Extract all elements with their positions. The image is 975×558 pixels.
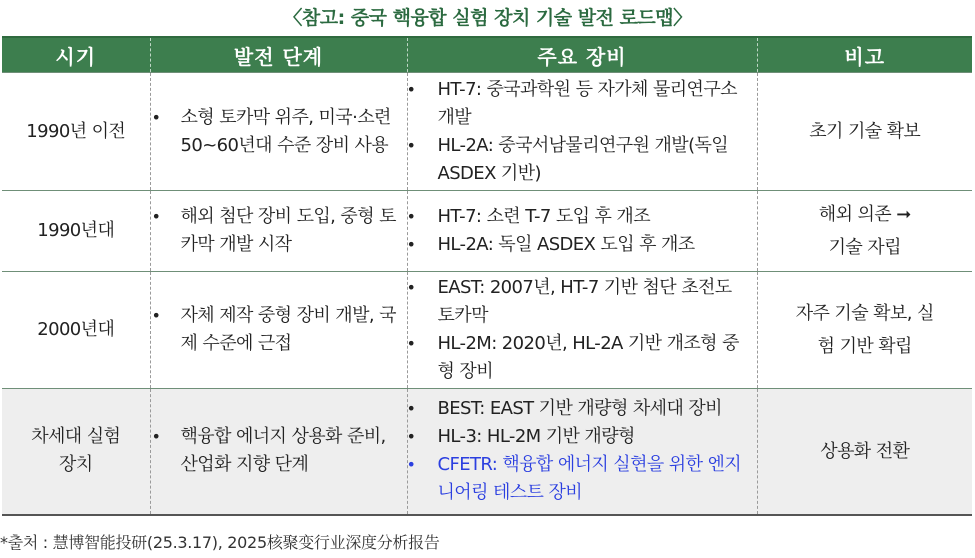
equipment-text: CFETR: 핵융합 에너지 실현을 위한 엔지니어링 테스트 장비	[437, 454, 742, 504]
equipment-text: HT-7: 중국과학원 등 자가체 물리연구소 개발	[437, 78, 737, 128]
bullet-icon: •	[151, 427, 161, 447]
column-header-note: 비고	[757, 37, 972, 73]
bullet-icon: •	[406, 235, 416, 254]
list-item	[408, 395, 757, 423]
list-item	[151, 302, 407, 358]
roadmap-table	[2, 36, 972, 516]
list-item	[151, 423, 407, 479]
bullet-icon: •	[151, 207, 161, 226]
bullet-icon: •	[151, 107, 161, 127]
bullet-icon: •	[406, 135, 416, 155]
stage-text: 소형 토카막 위주, 미국·소련 50~60년대 수준 장비 사용	[180, 106, 391, 156]
list-item	[151, 104, 407, 160]
era-text: 차세대 실험장치	[31, 426, 121, 476]
era-cell: 1990년대	[2, 191, 150, 272]
bullet-icon: •	[406, 427, 416, 447]
table-row	[2, 389, 972, 515]
equipment-text: HT-7: 소련 T-7 도입 후 개조	[437, 206, 651, 227]
list-item	[408, 423, 757, 451]
page-title: 〈참고: 중국 핵융합 실험 장치 기술 발전 로드맵〉	[283, 7, 692, 29]
note-cell: 상용화 전환	[757, 389, 972, 515]
bullet-icon: •	[406, 334, 416, 353]
note-text: 해외 의존 ➞ 기술 자립	[818, 204, 911, 258]
column-header-stage: 발전 단계	[150, 37, 407, 73]
stage-cell	[150, 389, 407, 515]
list-item	[408, 274, 757, 330]
table-header-row	[2, 37, 972, 73]
era-cell	[2, 389, 150, 515]
era-cell: 1990년 이전	[2, 73, 150, 191]
note-text: 자주 기술 확보, 실험 기반 확립	[795, 303, 934, 357]
equipment-text: HL-2M: 2020년, HL-2A 기반 개조형 중형 장비	[437, 333, 739, 382]
bullet-icon: •	[406, 207, 416, 226]
table-row	[2, 191, 972, 272]
list-item	[408, 132, 757, 188]
bullet-icon: •	[406, 79, 416, 99]
bullet-icon: •	[406, 278, 416, 297]
list-item	[408, 203, 757, 231]
stage-cell	[150, 73, 407, 191]
list-item	[151, 203, 407, 259]
column-header-equipment: 주요 장비	[407, 37, 757, 73]
list-item	[408, 231, 757, 259]
equipment-text: EAST: 2007년, HT-7 기반 첨단 초전도 토카막	[437, 277, 732, 326]
list-item	[408, 76, 757, 132]
equipment-cell	[407, 389, 757, 515]
stage-text: 핵융합 에너지 상용화 준비, 산업화 지향 단계	[180, 426, 386, 476]
column-header-period: 시기	[2, 37, 150, 73]
bullet-icon: •	[406, 399, 416, 419]
note-cell: 초기 기술 확보	[757, 73, 972, 191]
source-note: *출처 : 慧博智能投研(25.3.17), 2025核聚变行业深度分析报告	[0, 533, 440, 552]
bullet-icon: •	[406, 455, 416, 475]
stage-text: 자체 제작 중형 장비 개발, 국제 수준에 근접	[180, 305, 396, 354]
equipment-text: HL-2A: 독일 ASDEX 도입 후 개조	[437, 234, 695, 255]
equipment-text: HL-3: HL-2M 기반 개량형	[437, 426, 635, 448]
equipment-text: HL-2A: 중국서남물리연구원 개발(독일 ASDEX 기반)	[437, 134, 729, 184]
table-row	[2, 73, 972, 191]
stage-text: 해외 첨단 장비 도입, 중형 토카막 개발 시작	[180, 206, 396, 255]
note-cell	[757, 272, 972, 389]
bullet-icon: •	[151, 306, 161, 325]
note-cell	[757, 191, 972, 272]
equipment-cell	[407, 191, 757, 272]
equipment-cell	[407, 73, 757, 191]
stage-cell	[150, 191, 407, 272]
table-row	[2, 272, 972, 389]
equipment-cell	[407, 272, 757, 389]
era-cell: 2000년대	[2, 272, 150, 389]
list-item	[408, 330, 757, 386]
equipment-text: BEST: EAST 기반 개량형 차세대 장비	[437, 398, 722, 420]
list-item-highlighted	[408, 451, 757, 507]
stage-cell	[150, 272, 407, 389]
